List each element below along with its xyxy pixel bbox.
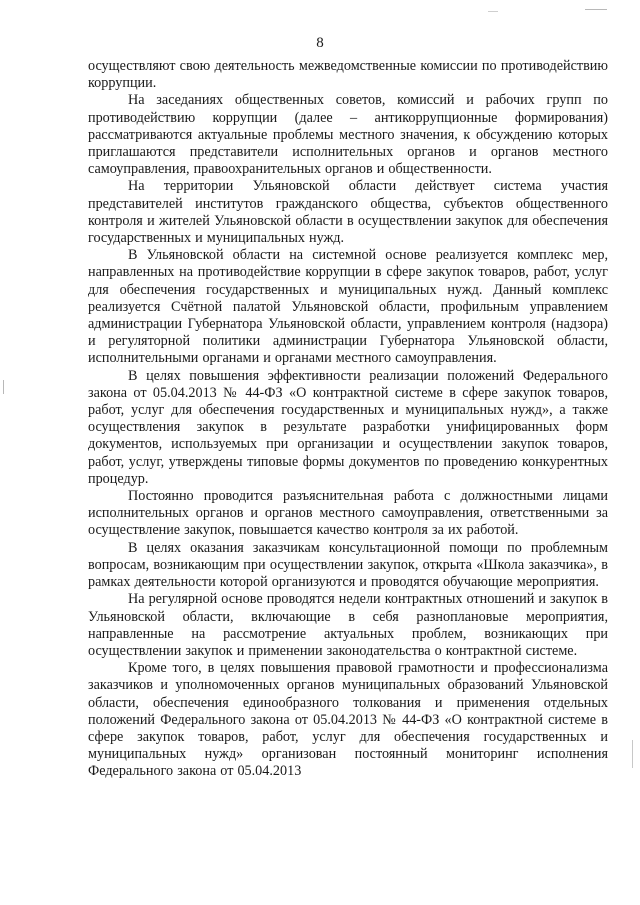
paragraph-contract-weeks: На регулярной основе проводятся недели контрактных отношений и закупок в Ульяновской области, включающие в себя разноплановые мероприятия, направленные на рассмотрение актуальных проблем, возникающих при осуществлении закупок и применении законодательства о контрактной системе. — [88, 591, 608, 659]
paragraph-legal-literacy: Кроме того, в целях повышения правовой грамотности и профессионализма заказчиков и уполномоченных органов муниципальных образований Ульяновской области, обеспечения единообразного толкования и применения отдельных положений Федерального закона от 05.04.2013 № 44-ФЗ «О контрактной системе в сфере закупок товаров, работ, услуг для обеспечения государственных и муниципальных нужд» организован постоянный мониторинг исполнения Федерального закона от 05.04.2013 — [88, 660, 608, 780]
scan-artifact — [585, 9, 607, 10]
page-number: 8 — [316, 35, 324, 51]
scan-artifact — [3, 380, 4, 394]
paragraph-customer-school: В целях оказания заказчикам консультационной помощи по проблемным вопросам, возникающим при осуществлении закупок, открыта «Школа заказчика», в рамках деятельности которой организуются и проводятся обучающие мероприятия. — [88, 539, 608, 591]
paragraph-continuation: осуществляют свою деятельность межведомственные комиссии по противодействию коррупции. — [88, 58, 608, 92]
scan-artifact — [632, 740, 633, 768]
paragraph-anticorruption-councils: На заседаниях общественных советов, комиссий и рабочих групп по противодействию коррупции (далее – антикоррупционные формирования) рассматриваются актуальные проблемы местного значения, к обсуждению которых приглашаются представители исполнительных органов и органов местного самоуправления, правоохранительных органов и общественности. — [88, 92, 608, 178]
paragraph-federal-law-efficiency: В целях повышения эффективности реализации положений Федерального закона от 05.04.2013 № 44-ФЗ «О контрактной системе в сфере закупок товаров, работ, услуг для обеспечения государственных и муниципальных нужд», а также осуществления закупок в результате разработки унифицированных форм документов, используемых при организации и осуществлении закупок товаров, работ, услуг, утверждены типовые формы документов по проведению конкурентных процедур. — [88, 367, 608, 487]
scan-artifact — [488, 11, 498, 12]
paragraph-procurement-measures: В Ульяновской области на системной основе реализуется комплекс мер, направленных на противодействие коррупции в сфере закупок товаров, работ, услуг для обеспечения государственных и муниципальных нужд. Данный комплекс реализуется Счётной палатой Ульяновской области, профильным управлением администрации Губернатора Ульяновской области, управлением контроля (надзора) и регуляторной политики администрации Губернатора Ульяновской области, исполнительными органами и органами местного самоуправления. — [88, 247, 608, 367]
document-body — [88, 58, 608, 781]
paragraph-public-participation: На территории Ульяновской области действует система участия представителей институтов гражданского общества, субъектов общественного контроля и жителей Ульяновской области в осуществлении закупок для обеспечения государственных и муниципальных нужд. — [88, 178, 608, 247]
paragraph-explanatory-work: Постоянно проводится разъяснительная работа с должностными лицами исполнительных органов и органов местного самоуправления, ответственными за осуществление закупок, повышается качество контроля за их работой. — [88, 488, 608, 539]
